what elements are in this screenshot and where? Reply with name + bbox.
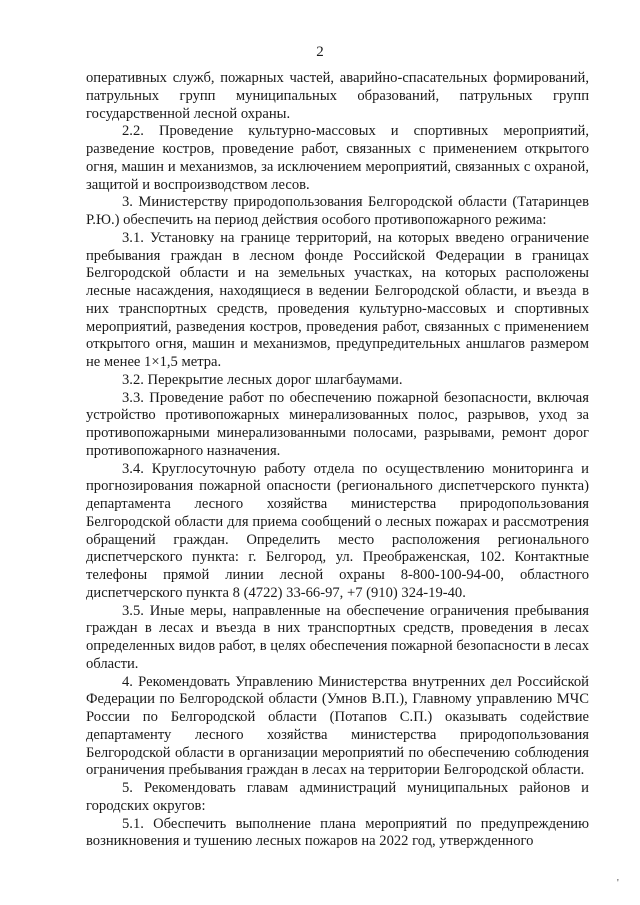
paragraph-5-1: 5.1. Обеспечить выполнение плана мероприятий по предупреждению возникновения и тушению лесных пожаров на 2022 год, утвержденного (86, 815, 589, 850)
paragraph-3-3: 3.3. Проведение работ по обеспечению пожарной безопасности, включая устройство противопожарных минерализованных полос, разрывов, уход за противопожарными минерализованными полосами, разрывами, ремонт дорог противопожарного назначения. (86, 389, 589, 459)
paragraph-continuation: оперативных служб, пожарных частей, аварийно-спасательных формирований, патрульных групп муниципальных образований, патрульных групп государственной лесной охраны. (86, 70, 589, 122)
paragraph-4: 4. Рекомендовать Управлению Министерства внутренних дел Российской Федерации по Белгородской области (Умнов В.П.), Главному управлению МЧС России по Белгородской области (Потапов С.П.) оказывать содействие департаменту лесного хозяйства министерства природопользования Белгородской области в организации мероприятий по обеспечению соблюдения ограничения пребывания граждан в лесах на территории Белгородской области. (86, 673, 589, 779)
paragraph-3: 3. Министерству природопользования Белгородской области (Татаринцев Р.Ю.) обеспечить на период действия особого противопожарного режима: (86, 194, 589, 228)
scan-mark: ' (617, 878, 619, 889)
paragraph-3-4: 3.4. Круглосуточную работу отдела по осуществлению мониторинга и прогнозирования пожарной опасности (регионального диспетчерского пункта) департамента лесного хозяйства министерства природопользования Белгородской области для приема сообщений о лесных пожарах и рассмотрения обращений граждан. Определить место расположения регионального диспетчерского пункта: г. Белгород, ул. Преображенская, 102. Контактные телефоны прямой линии лесной охраны 8-800-100-94-00, областного диспетчерского пункта 8 (4722) 33-66-97, +7 (910) 324-19-40. (86, 460, 589, 601)
page-number: 2 (316, 44, 324, 60)
paragraph-5: 5. Рекомендовать главам администраций муниципальных районов и городских округов: (86, 780, 589, 814)
paragraph-2-2: 2.2. Проведение культурно-массовых и спортивных мероприятий, разведение костров, проведение работ, связанных с применением открытого огня, машин и механизмов, за исключением мероприятий, связанных с охраной, защитой и воспроизводством лесов. (86, 123, 589, 193)
paragraph-3-2: 3.2. Перекрытие лесных дорог шлагбаумами. (122, 371, 403, 388)
paragraph-3-5: 3.5. Иные меры, направленные на обеспечение ограничения пребывания граждан в лесах и въезда в них транспортных средств, проведения в лесах определенных видов работ, в целях обеспечения пожарной безопасности в лесах области. (86, 602, 589, 672)
document-body (86, 70, 589, 851)
paragraph-3-1: 3.1. Установку на границе территорий, на которых введено ограничение пребывания граждан в лесном фонде Российской Федерации в границах Белгородской области и на земельных участках, на которых расположены лесные насаждения, находящиеся в ведении Белгородской области, и въезда в них транспортных средств, проведения культурно-массовых и спортивных мероприятий, разведения костров, проведения работ, связанных с применением открытого огня, машин и механизмов, предупредительных аншлагов размером не менее 1×1,5 метра. (86, 229, 589, 370)
